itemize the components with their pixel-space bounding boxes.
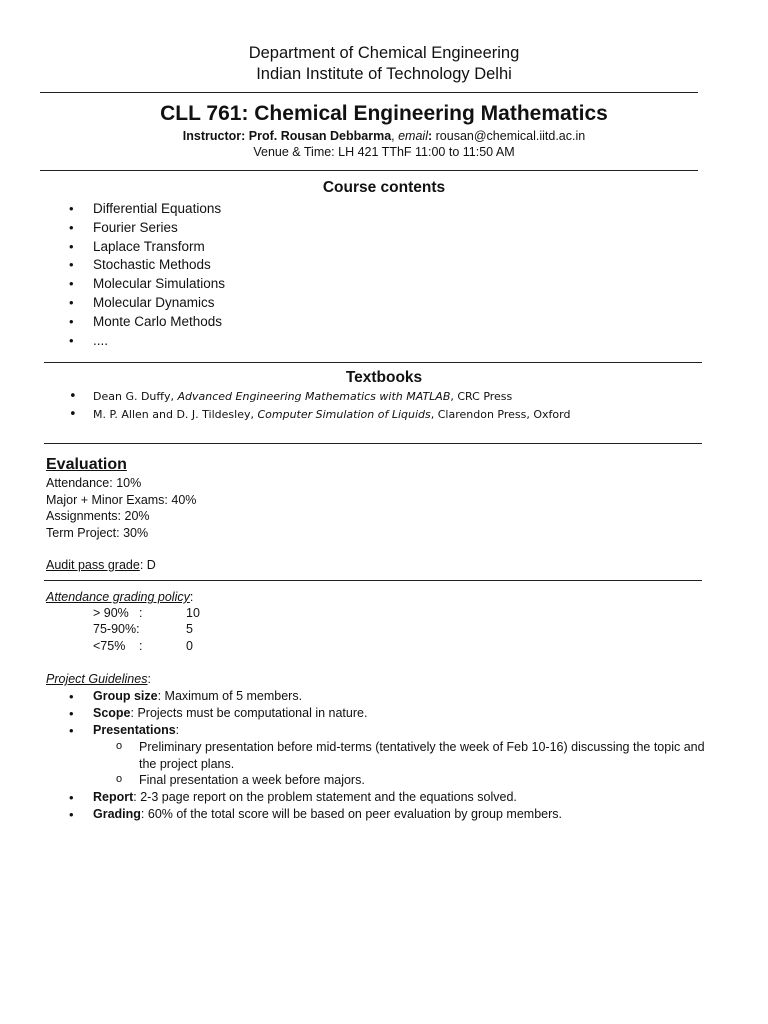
email-colon: :: [427, 129, 433, 143]
evaluation-line: Attendance: 10%: [46, 476, 142, 490]
policy-points: 10: [186, 606, 200, 620]
evaluation-line: Assignments: 20%: [46, 509, 150, 523]
policy-range: > 90%: [93, 606, 129, 620]
policy-range: 75-90%:: [93, 622, 140, 636]
list-item: [46, 705, 706, 722]
audit-label: Audit pass grade: [46, 558, 140, 572]
list-item: • Differential Equations: [46, 200, 646, 219]
list-item: • Fourier Series: [46, 219, 646, 238]
sub-list-item: o Preliminary presentation before mid-terms (tentatively the week of Feb 10-16) discussing the topic and the project plans.: [116, 740, 705, 771]
list-item: [46, 688, 706, 705]
evaluation-line: Term Project: 30%: [46, 525, 149, 540]
list-item: • ....: [46, 332, 646, 351]
policy-separator: :: [139, 606, 143, 620]
project-guidelines-colon: :: [147, 672, 151, 686]
attendance-policy-label: Attendance grading policy: [46, 590, 190, 604]
list-item: • Molecular Dynamics: [46, 294, 646, 313]
sub-list-item: o Final presentation a week before majors.: [116, 773, 365, 787]
attendance-policy-title: [46, 589, 193, 606]
institute-name: Indian Institute of Technology Delhi: [256, 65, 512, 83]
policy-range: <75%: [93, 639, 126, 653]
textbook-author: Dean G. Duffy,: [93, 390, 178, 403]
textbook-author: M. P. Allen and D. J. Tildesley,: [93, 407, 258, 421]
textbook-publisher: , CRC Press: [450, 390, 513, 403]
course-contents-heading: Course contents: [322, 179, 446, 196]
textbooks-list: [46, 388, 726, 423]
evaluation-heading: Evaluation: [46, 456, 127, 473]
project-guidelines-label: Project Guidelines: [46, 672, 148, 686]
evaluation-breakdown: [46, 475, 196, 541]
grading-label: Grading: [93, 806, 141, 821]
project-guidelines-list: [46, 688, 706, 823]
group-size-text: : Maximum of 5 members.: [157, 689, 303, 703]
textbook-item: [46, 406, 726, 424]
list-item: [46, 722, 706, 789]
policy-points: 5: [186, 622, 193, 636]
instructor-line: Instructor: Prof. Rousan Debbarma, email: rousan@chemical.iitd.ac.in: [182, 129, 586, 143]
textbook-title: Advanced Engineering Mathematics with MATLAB: [177, 390, 451, 403]
evaluation-divider: [44, 580, 702, 581]
report-label: Report: [93, 789, 134, 804]
list-item: [46, 806, 706, 823]
grading-text: : 60% of the total score will be based on peer evaluation by group members.: [140, 806, 562, 821]
list-item: • Monte Carlo Methods: [46, 313, 646, 332]
instructor-email: rousan@chemical.iitd.ac.in: [435, 129, 586, 143]
textbooks-heading: Textbooks: [345, 369, 423, 386]
course-title: CLL 761: Chemical Engineering Mathematics: [160, 102, 608, 125]
group-size-label: Group size: [93, 689, 158, 703]
audit-value: : D: [139, 558, 156, 572]
textbooks-divider: [44, 443, 702, 444]
course-contents-list: [46, 200, 646, 350]
project-guidelines-title: [46, 671, 151, 688]
presentations-label: Presentations: [93, 723, 176, 737]
list-item: • Molecular Simulations: [46, 275, 646, 294]
contents-divider: [44, 362, 702, 363]
presentation-item-text: Preliminary presentation before mid-terms (tentatively the week of Feb 10-16) discussing the topic and the project plans.: [139, 740, 705, 771]
department-name: Department of Chemical Engineering: [248, 44, 520, 62]
list-item: • Laplace Transform: [46, 238, 646, 257]
textbook-item: [46, 388, 726, 406]
policy-points: 0: [186, 639, 193, 653]
email-label: email: [398, 129, 428, 143]
scope-label: Scope: [93, 706, 131, 720]
venue-time: Venue & Time: LH 421 TThF 11:00 to 11:50 AM: [253, 145, 515, 159]
textbook-publisher: , Clarendon Press, Oxford: [430, 407, 571, 421]
scope-text: : Projects must be computational in nature.: [130, 706, 368, 720]
presentations-colon: :: [175, 723, 180, 737]
title-divider: [40, 170, 698, 171]
audit-pass-grade: [46, 557, 156, 574]
policy-separator: :: [139, 639, 143, 653]
presentation-item-text: Final presentation a week before majors.: [139, 773, 365, 787]
header-divider: [40, 92, 698, 93]
list-item: • Stochastic Methods: [46, 256, 646, 275]
attendance-policy-colon: :: [189, 590, 194, 604]
report-text: : 2-3 page report on the problem statement and the equations solved.: [133, 789, 517, 804]
textbook-title: Computer Simulation of Liquids: [257, 407, 431, 421]
evaluation-line: Major + Minor Exams: 40%: [46, 492, 197, 507]
instructor-label: Instructor: Prof. Rousan Debbarma: [182, 129, 392, 143]
list-item: [46, 789, 706, 806]
presentations-sublist: [46, 739, 706, 789]
